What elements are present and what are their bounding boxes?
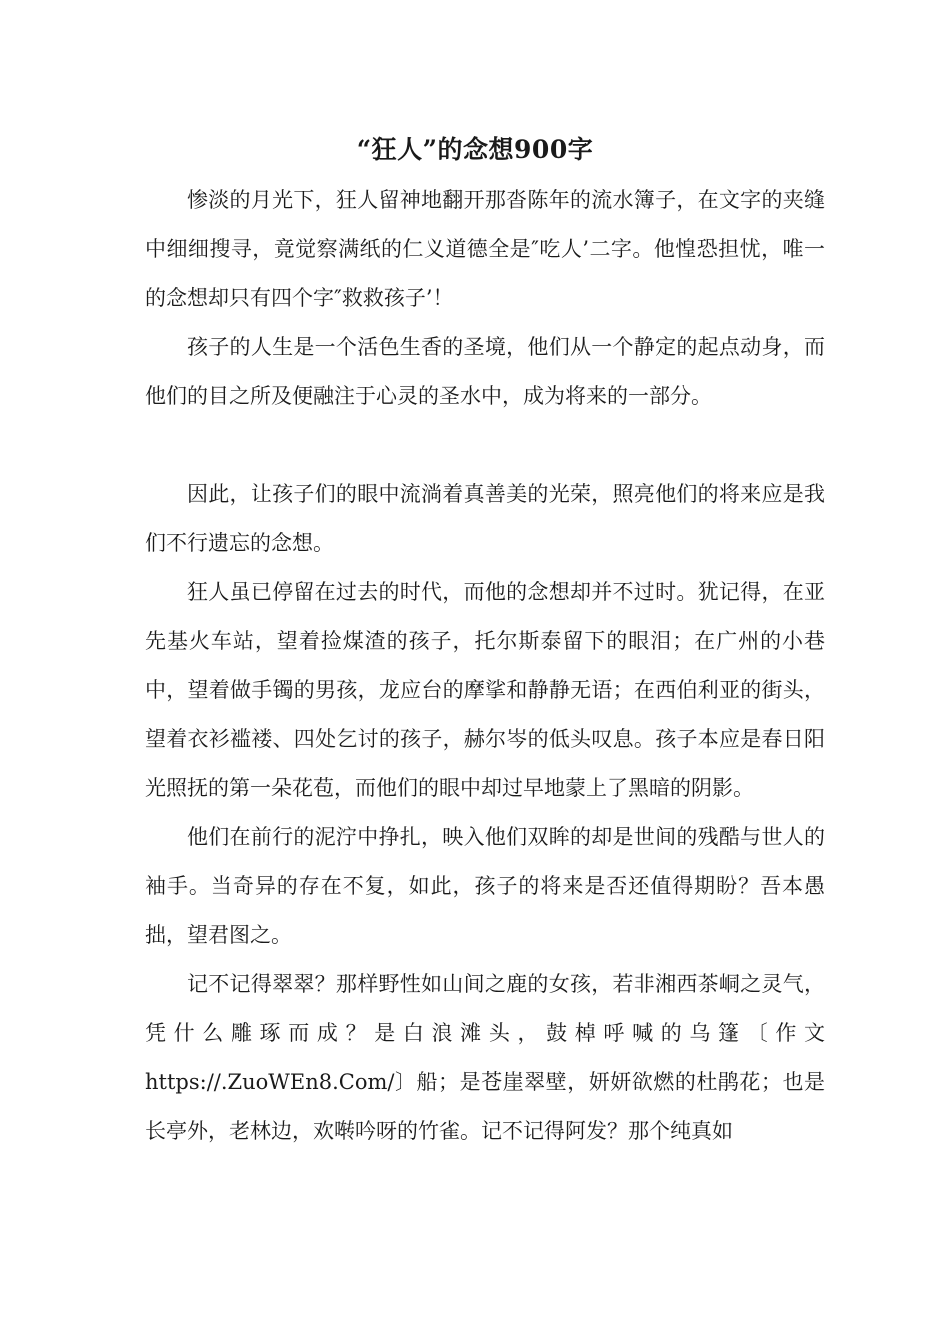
paragraph-5: 他们在前行的泥泞中挣扎，映入他们双眸的却是世间的残酷与世人的袖手。当奇异的存在不复，如此，孩子的将来是否还值得期盼？吾本愚拙，望君图之。 — [145, 825, 825, 947]
paragraph-1: 惨淡的月光下，狂人留神地翻开那沓陈年的流水簿子，在文字的夹缝中细细搜寻，竟觉察满纸的仁义道德全是″吃人’二字。他惶恐担忧，唯一的念想却只有四个字″救救孩子’！ — [145, 188, 825, 310]
document-body — [145, 176, 825, 1156]
paragraph-4: 狂人虽已停留在过去的时代，而他的念想却并不过时。犹记得，在亚先基火车站，望着捡煤渣的孩子，托尔斯泰留下的眼泪；在广州的小巷中，望着做手镯的男孩，龙应台的摩挲和静静无语；在西伯利亚的街头，望着衣衫褴褛、四处乞讨的孩子，赫尔岑的低头叹息。孩子本应是春日阳光照抚的第一朵花苞，而他们的眼中却过早地蒙上了黑暗的阴影。 — [145, 580, 825, 800]
paragraph-6: 记不记得翠翠？那样野性如山间之鹿的女孩，若非湘西茶峒之灵气，凭什么雕琢而成？是白浪滩头，鼓棹呼喊的乌篷〔作文https://.ZuoWEn8.Com/〕船；是苍崖翠壁，妍妍欲燃的杜鹃花；也是长亭外，老林边，欢啭吟呀的竹雀。记不记得阿发？那个纯真如 — [145, 972, 825, 1143]
paragraph-2: 孩子的人生是一个活色生香的圣境，他们从一个静定的起点动身，而他们的目之所及便融注于心灵的圣水中，成为将来的一部分。 — [145, 335, 825, 408]
paragraph-gap — [145, 421, 825, 470]
document-title: “狂人”的念想900字 — [356, 135, 594, 164]
paragraph-3: 因此，让孩子们的眼中流淌着真善美的光荣，照亮他们的将来应是我们不行遗忘的念想。 — [145, 482, 825, 555]
